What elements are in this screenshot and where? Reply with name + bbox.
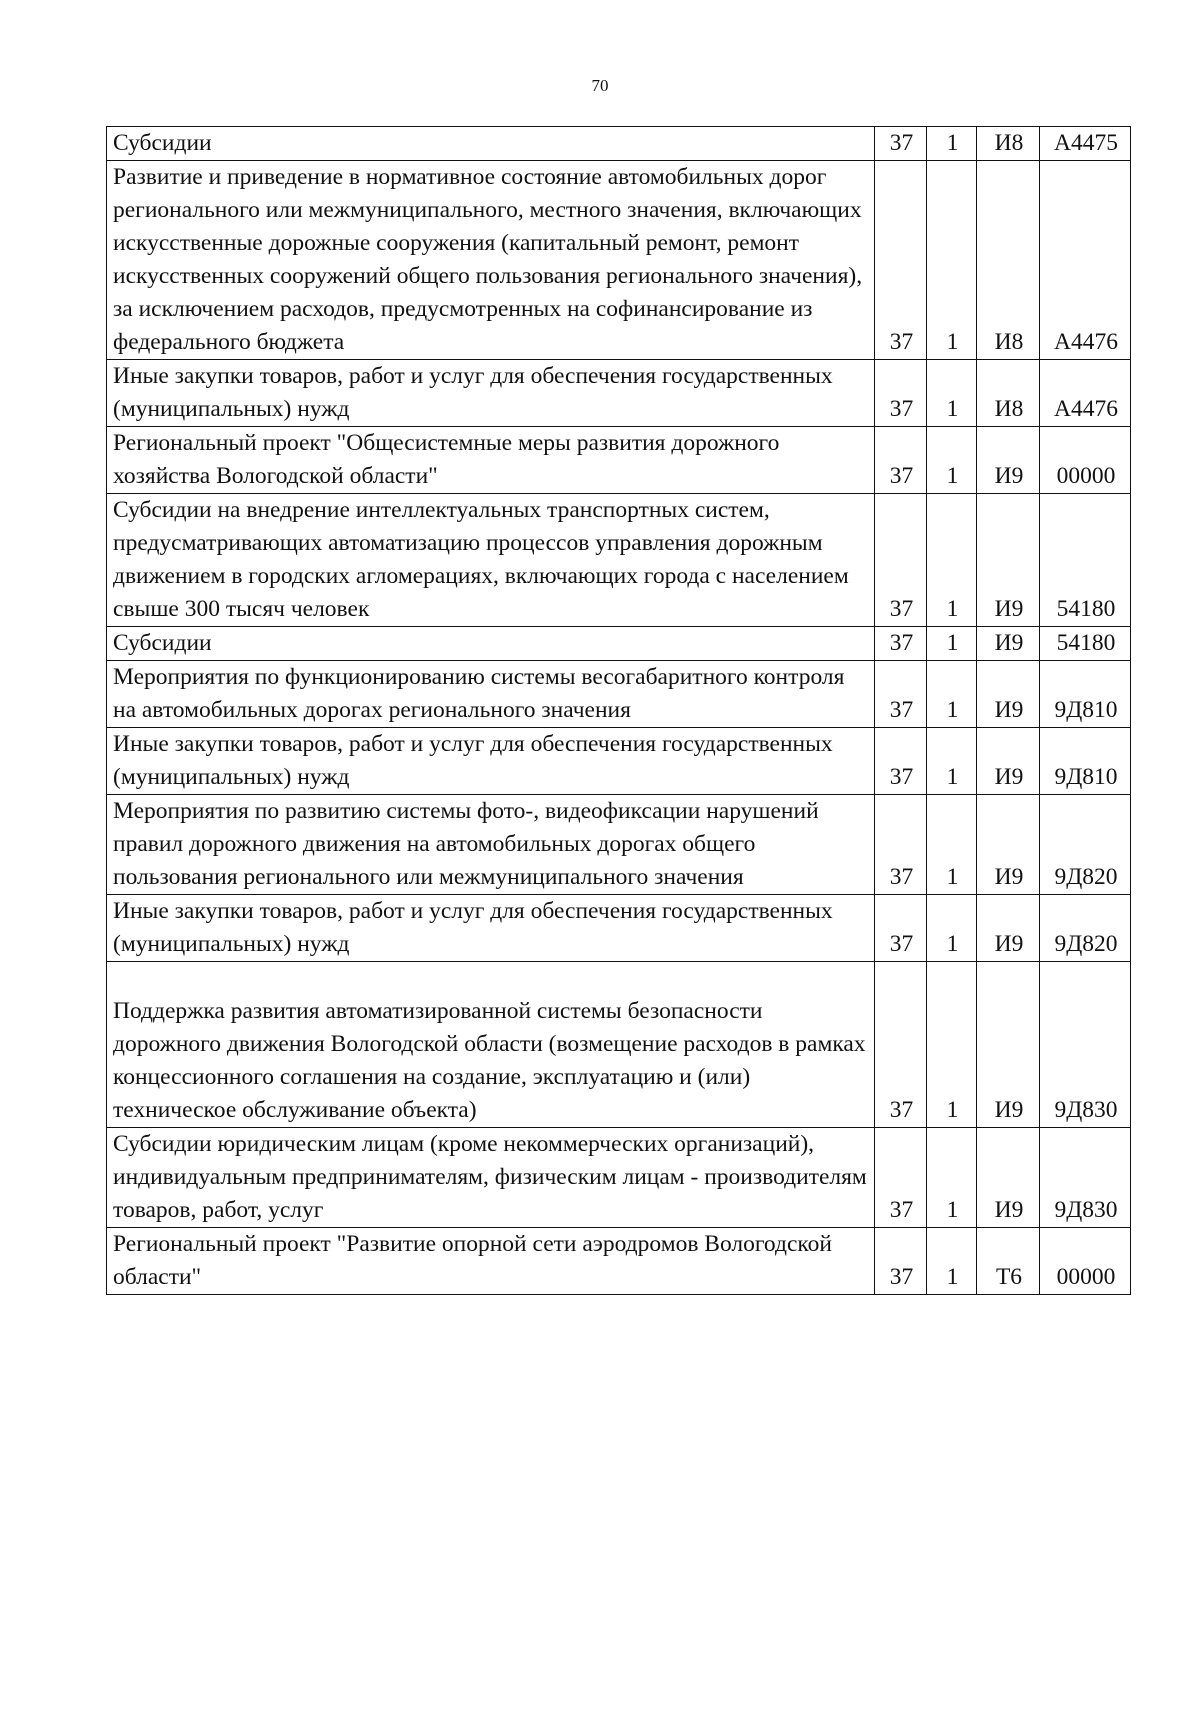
table-row (107, 494, 1131, 627)
direction-cell: А4475 (1040, 127, 1131, 161)
chapter-cell: 37 (875, 427, 927, 494)
program-cell: 1 (927, 360, 977, 427)
table-row (107, 1128, 1131, 1228)
project-cell: И9 (977, 728, 1040, 795)
chapter-cell: 37 (875, 895, 927, 962)
project-cell: И9 (977, 661, 1040, 728)
direction-cell: А4476 (1040, 161, 1131, 360)
row-name-cell: Мероприятия по функционированию системы весогабаритного контроля на автомобильных дорогах регионального значения (107, 661, 875, 728)
table-row (107, 962, 1131, 1128)
program-cell: 1 (927, 895, 977, 962)
program-cell: 1 (927, 161, 977, 360)
table-row (107, 627, 1131, 661)
project-cell: И8 (977, 161, 1040, 360)
row-name-cell: Иные закупки товаров, работ и услуг для обеспечения государственных (муниципальных) нужд (107, 360, 875, 427)
table-row (107, 360, 1131, 427)
program-cell: 1 (927, 627, 977, 661)
chapter-cell: 37 (875, 962, 927, 1128)
program-cell: 1 (927, 795, 977, 895)
chapter-cell: 37 (875, 1128, 927, 1228)
row-name-cell: Субсидии юридическим лицам (кроме некоммерческих организаций), индивидуальным предпринимателям, физическим лицам - производителям товаров, работ, услуг (107, 1128, 875, 1228)
chapter-cell: 37 (875, 1228, 927, 1295)
chapter-cell: 37 (875, 627, 927, 661)
chapter-cell: 37 (875, 360, 927, 427)
table-row (107, 728, 1131, 795)
direction-cell: 9Д810 (1040, 728, 1131, 795)
page-number: 70 (591, 76, 609, 95)
project-cell: И9 (977, 1128, 1040, 1228)
chapter-cell: 37 (875, 161, 927, 360)
row-name-cell: Региональный проект "Общесистемные меры развития дорожного хозяйства Вологодской области" (107, 427, 875, 494)
program-cell: 1 (927, 728, 977, 795)
row-name-cell: Мероприятия по развитию системы фото-, видеофиксации нарушений правил дорожного движения на автомобильных дорогах общего пользования регионального или межмуниципального значения (107, 795, 875, 895)
row-name-cell: Иные закупки товаров, работ и услуг для обеспечения государственных (муниципальных) нужд (107, 728, 875, 795)
direction-cell: 9Д820 (1040, 795, 1131, 895)
direction-cell: 00000 (1040, 427, 1131, 494)
direction-cell: 54180 (1040, 627, 1131, 661)
chapter-cell: 37 (875, 661, 927, 728)
program-cell: 1 (927, 494, 977, 627)
table-row (107, 795, 1131, 895)
table-row (107, 1228, 1131, 1295)
direction-cell: 54180 (1040, 494, 1131, 627)
direction-cell: 00000 (1040, 1228, 1131, 1295)
program-cell: 1 (927, 1128, 977, 1228)
table-row (107, 661, 1131, 728)
row-name-cell: Иные закупки товаров, работ и услуг для обеспечения государственных (муниципальных) нужд (107, 895, 875, 962)
row-name-cell: Субсидии на внедрение интеллектуальных транспортных систем, предусматривающих автоматизацию процессов управления дорожным движением в городских агломерациях, включающих города с населением свыше 300 тысяч человек (107, 494, 875, 627)
table-row (107, 895, 1131, 962)
direction-cell: 9Д820 (1040, 895, 1131, 962)
direction-cell: 9Д830 (1040, 1128, 1131, 1228)
project-cell: И9 (977, 427, 1040, 494)
project-cell: И9 (977, 962, 1040, 1128)
direction-cell: 9Д830 (1040, 962, 1131, 1128)
program-cell: 1 (927, 962, 977, 1128)
row-name-cell: Развитие и приведение в нормативное состояние автомобильных дорог регионального или межмуниципального, местного значения, включающих искусственные дорожные сооружения (капитальный ремонт, ремонт искусственных сооружений общего пользования регионального значения), за исключением расходов, предусмотренных на софинансирование из федерального бюджета (107, 161, 875, 360)
row-name-cell: Поддержка развития автоматизированной системы безопасности дорожного движения Вологодской области (возмещение расходов в рамках концессионного соглашения на создание, эксплуатацию и (или) техническое обслуживание объекта) (107, 962, 875, 1128)
table-row (107, 427, 1131, 494)
project-cell: И9 (977, 494, 1040, 627)
project-cell: И9 (977, 627, 1040, 661)
chapter-cell: 37 (875, 728, 927, 795)
row-name-cell: Субсидии (107, 127, 875, 161)
direction-cell: А4476 (1040, 360, 1131, 427)
budget-table (106, 126, 1131, 1295)
chapter-cell: 37 (875, 127, 927, 161)
table-row (107, 161, 1131, 360)
chapter-cell: 37 (875, 494, 927, 627)
program-cell: 1 (927, 661, 977, 728)
program-cell: 1 (927, 427, 977, 494)
project-cell: И9 (977, 795, 1040, 895)
row-name-cell: Субсидии (107, 627, 875, 661)
project-cell: Т6 (977, 1228, 1040, 1295)
direction-cell: 9Д810 (1040, 661, 1131, 728)
project-cell: И8 (977, 360, 1040, 427)
chapter-cell: 37 (875, 795, 927, 895)
project-cell: И9 (977, 895, 1040, 962)
program-cell: 1 (927, 1228, 977, 1295)
row-name-cell: Региональный проект "Развитие опорной сети аэродромов Вологодской области" (107, 1228, 875, 1295)
table-row (107, 127, 1131, 161)
project-cell: И8 (977, 127, 1040, 161)
program-cell: 1 (927, 127, 977, 161)
